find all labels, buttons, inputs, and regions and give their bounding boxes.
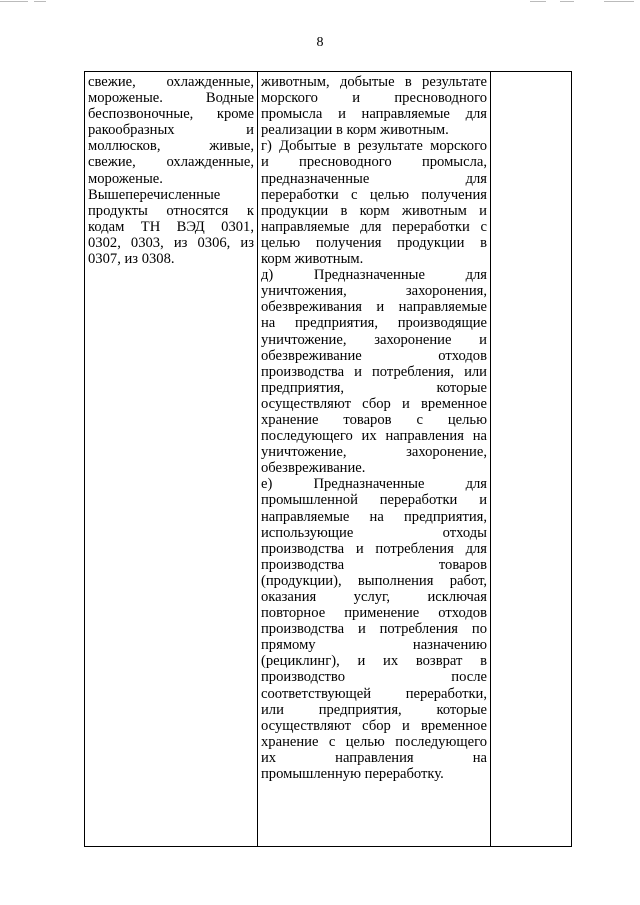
text-line: на предприятия, производящие xyxy=(261,315,487,332)
text-line: промысла и направляемые для xyxy=(261,106,487,123)
text-line: производства и потребления, или xyxy=(261,363,487,380)
text-line: продукции в корм животным и xyxy=(261,202,487,219)
text-line: или предприятия, которые xyxy=(261,701,487,718)
text-line: последующего их направления на xyxy=(261,428,487,445)
text-line: 0302, 0303, из 0306, из xyxy=(88,234,254,251)
text-line: свежие, охлажденные, xyxy=(88,74,254,90)
page-number: 8 xyxy=(316,35,324,50)
text-line: прямому назначению xyxy=(261,637,487,654)
text-line: промышленной переработки и xyxy=(261,492,487,509)
text-line: свежие, охлажденные, xyxy=(88,154,254,171)
text-line: уничтожение, захоронение, xyxy=(261,444,487,461)
text-line: мороженые. xyxy=(88,170,163,187)
document-table xyxy=(84,71,572,847)
text-line: уничтожения, захоронения, xyxy=(261,283,487,300)
text-line: осуществляют сбор и временное xyxy=(261,395,487,412)
text-line: Вышеперечисленные xyxy=(88,186,221,203)
text-line: предприятия, которые xyxy=(261,379,487,396)
text-line: продукты относятся к xyxy=(88,202,254,219)
text-line: (рециклинг), и их возврат в xyxy=(261,653,487,670)
cell-text xyxy=(261,74,487,782)
table-cell-empty xyxy=(491,72,572,847)
text-line: промышленную переработку. xyxy=(261,766,444,783)
text-line: реализации в корм животным. xyxy=(261,122,449,139)
text-line: направляемые для переработки с xyxy=(261,218,487,235)
text-line: переработки с целью получения xyxy=(261,186,487,203)
text-line: е) Предназначенные для xyxy=(261,476,487,493)
text-line: моллюсков, живые, xyxy=(88,138,254,155)
text-line: обезвреживания и направляемые xyxy=(261,299,487,316)
text-line: кодам ТН ВЭД 0301, xyxy=(88,218,254,235)
table-row xyxy=(85,72,572,847)
text-line: производства товаров xyxy=(261,556,487,573)
table-cell-purpose-conditions xyxy=(258,72,491,847)
text-line: корм животным. xyxy=(261,251,364,268)
text-line: беспозвоночные, кроме xyxy=(88,106,254,123)
text-line: морского и пресноводного xyxy=(261,90,487,107)
text-line: их направления на xyxy=(261,749,487,766)
text-line: производство после xyxy=(261,669,487,686)
text-line: использующие отходы xyxy=(261,524,487,541)
text-line: соответствующей переработки, xyxy=(261,685,487,702)
text-line: производства и потребления по xyxy=(261,621,487,638)
text-line: хранение с целью последующего xyxy=(261,733,487,750)
text-line: мороженые. Водные xyxy=(88,90,254,107)
text-line: повторное применение отходов xyxy=(261,605,487,622)
cell-text xyxy=(88,74,254,267)
text-line: г) Добытые в результате морского xyxy=(261,138,487,155)
text-line: животным, добытые в результате xyxy=(261,74,487,90)
text-line: 0307, из 0308. xyxy=(88,251,175,268)
text-line: обезвреживание отходов xyxy=(261,347,487,364)
text-line: (продукции), выполнения работ, xyxy=(261,572,487,589)
scan-edge-marks xyxy=(0,0,640,4)
text-line: предназначенные для xyxy=(261,170,487,187)
text-line: обезвреживание. xyxy=(261,460,366,477)
text-line: хранение товаров с целью xyxy=(261,411,487,428)
text-line: ракообразных и xyxy=(88,122,254,139)
text-line: направляемые на предприятия, xyxy=(261,508,487,525)
table-cell-goods-description xyxy=(85,72,258,847)
text-line: оказания услуг, исключая xyxy=(261,589,487,605)
text-line: и пресноводного промысла, xyxy=(261,154,487,171)
text-line: производства и потребления для xyxy=(261,540,487,557)
text-line: осуществляют сбор и временное xyxy=(261,717,487,734)
text-line: целью получения продукции в xyxy=(261,234,487,251)
text-line: уничтожение, захоронение и xyxy=(261,331,487,348)
text-line: д) Предназначенные для xyxy=(261,267,487,284)
